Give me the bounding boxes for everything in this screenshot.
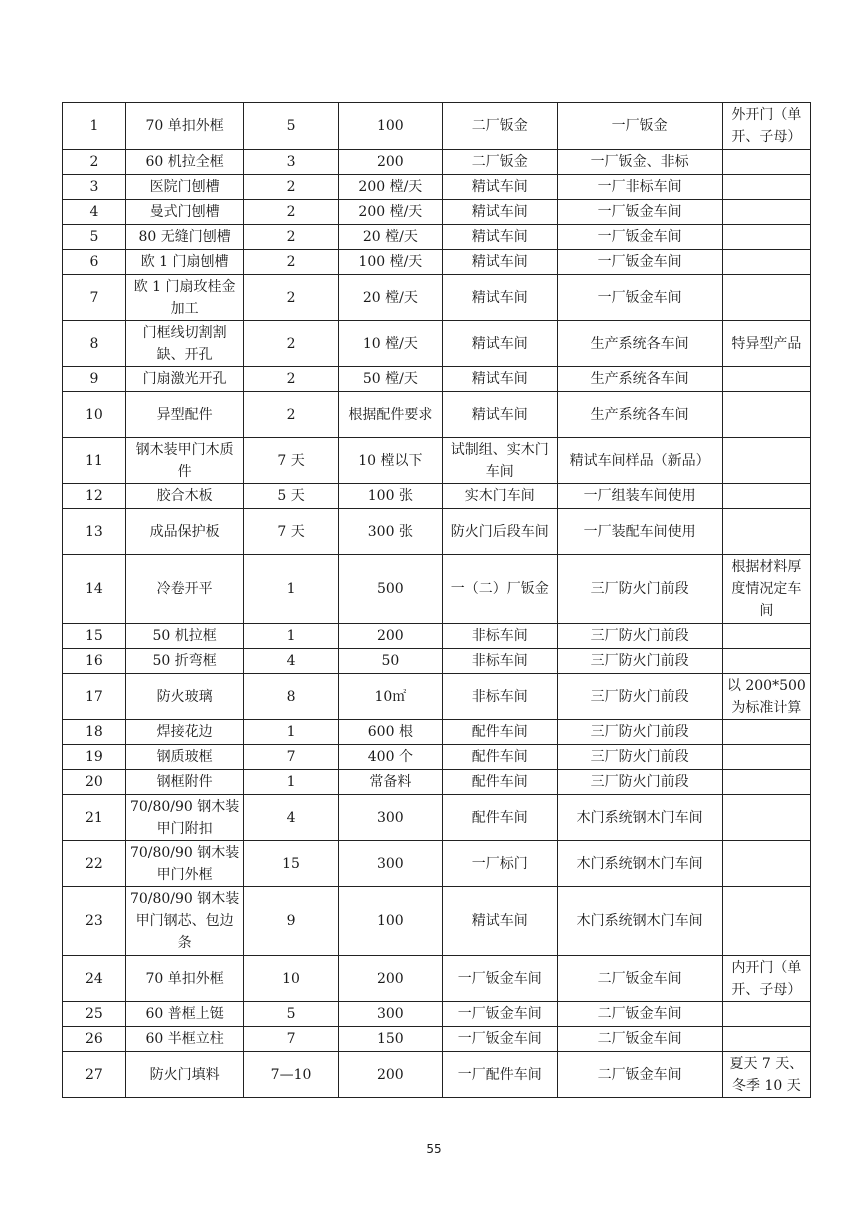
days-cell: 3 [244, 150, 338, 175]
days-cell: 2 [244, 275, 338, 321]
user-cell: 一厂钣金车间 [557, 225, 722, 250]
row-number-cell: 19 [63, 745, 126, 770]
days-cell: 8 [244, 674, 338, 720]
row-number-cell: 12 [63, 484, 126, 509]
row-number-cell: 14 [63, 555, 126, 624]
days-cell: 5 天 [244, 484, 338, 509]
remark-cell [722, 225, 810, 250]
days-cell: 2 [244, 367, 338, 392]
item-name-cell: 钢木装甲门木质件 [125, 438, 244, 484]
row-number-cell: 7 [63, 275, 126, 321]
row-number-cell: 27 [63, 1052, 126, 1098]
days-cell: 1 [244, 720, 338, 745]
table-row [63, 720, 811, 745]
row-number-cell: 6 [63, 250, 126, 275]
table-row [63, 1052, 811, 1098]
days-cell: 15 [244, 841, 338, 887]
row-number-cell: 16 [63, 649, 126, 674]
user-cell: 一厂钣金车间 [557, 275, 722, 321]
item-name-cell: 钢质玻框 [125, 745, 244, 770]
remark-cell: 以 200*500 为标准计算 [722, 674, 810, 720]
table-row [63, 1002, 811, 1027]
remark-cell [722, 438, 810, 484]
supplier-cell: 一厂钣金车间 [443, 1027, 558, 1052]
quantity-cell: 100 张 [338, 484, 442, 509]
item-name-cell: 60 机拉全框 [125, 150, 244, 175]
user-cell: 一厂钣金车间 [557, 200, 722, 225]
quantity-cell: 10㎡ [338, 674, 442, 720]
remark-cell [722, 1027, 810, 1052]
row-number-cell: 1 [63, 103, 126, 150]
quantity-cell: 10 樘以下 [338, 438, 442, 484]
days-cell: 7—10 [244, 1052, 338, 1098]
user-cell: 三厂防火门前段 [557, 624, 722, 649]
table-row [63, 841, 811, 887]
supplier-cell: 精试车间 [443, 887, 558, 956]
table-row [63, 649, 811, 674]
remark-cell [722, 887, 810, 956]
row-number-cell: 20 [63, 770, 126, 795]
table-row [63, 1027, 811, 1052]
quantity-cell: 20 樘/天 [338, 225, 442, 250]
table-row [63, 887, 811, 956]
item-name-cell: 70 单扣外框 [125, 956, 244, 1002]
supplier-cell: 精试车间 [443, 321, 558, 367]
quantity-cell: 常备料 [338, 770, 442, 795]
remark-cell: 夏天 7 天、冬季 10 天 [722, 1052, 810, 1098]
user-cell: 一厂钣金 [557, 103, 722, 150]
table-row [63, 321, 811, 367]
days-cell: 4 [244, 649, 338, 674]
item-name-cell: 门框线切割割缺、开孔 [125, 321, 244, 367]
remark-cell [722, 392, 810, 438]
days-cell: 2 [244, 200, 338, 225]
supplier-cell: 一厂配件车间 [443, 1052, 558, 1098]
item-name-cell: 50 机拉框 [125, 624, 244, 649]
table-row [63, 438, 811, 484]
user-cell: 一厂装配车间使用 [557, 509, 722, 555]
row-number-cell: 4 [63, 200, 126, 225]
quantity-cell: 200 [338, 1052, 442, 1098]
row-number-cell: 26 [63, 1027, 126, 1052]
quantity-cell: 200 [338, 624, 442, 649]
supplier-cell: 精试车间 [443, 225, 558, 250]
row-number-cell: 15 [63, 624, 126, 649]
days-cell: 1 [244, 624, 338, 649]
item-name-cell: 冷卷开平 [125, 555, 244, 624]
user-cell: 一厂非标车间 [557, 175, 722, 200]
days-cell: 2 [244, 250, 338, 275]
user-cell: 生产系统各车间 [557, 321, 722, 367]
remark-cell [722, 509, 810, 555]
user-cell: 二厂钣金车间 [557, 1002, 722, 1027]
supplier-cell: 精试车间 [443, 250, 558, 275]
user-cell: 一厂组装车间使用 [557, 484, 722, 509]
row-number-cell: 9 [63, 367, 126, 392]
remark-cell: 特异型产品 [722, 321, 810, 367]
quantity-cell: 200 樘/天 [338, 200, 442, 225]
table-body [63, 103, 811, 1098]
days-cell: 7 天 [244, 509, 338, 555]
item-name-cell: 防火玻璃 [125, 674, 244, 720]
row-number-cell: 23 [63, 887, 126, 956]
supplier-cell: 一厂钣金车间 [443, 1002, 558, 1027]
supplier-cell: 实木门车间 [443, 484, 558, 509]
quantity-cell: 300 [338, 795, 442, 841]
days-cell: 7 天 [244, 438, 338, 484]
supplier-cell: 精试车间 [443, 275, 558, 321]
user-cell: 三厂防火门前段 [557, 555, 722, 624]
remark-cell [722, 484, 810, 509]
supplier-cell: 配件车间 [443, 770, 558, 795]
user-cell: 二厂钣金车间 [557, 956, 722, 1002]
remark-cell [722, 250, 810, 275]
table-row [63, 674, 811, 720]
supplier-cell: 防火门后段车间 [443, 509, 558, 555]
item-name-cell: 70/80/90 钢木装甲门外框 [125, 841, 244, 887]
user-cell: 三厂防火门前段 [557, 770, 722, 795]
row-number-cell: 24 [63, 956, 126, 1002]
days-cell: 1 [244, 770, 338, 795]
item-name-cell: 防火门填料 [125, 1052, 244, 1098]
quantity-cell: 300 张 [338, 509, 442, 555]
quantity-cell: 50 [338, 649, 442, 674]
item-name-cell: 胶合木板 [125, 484, 244, 509]
remark-cell [722, 200, 810, 225]
quantity-cell: 300 [338, 1002, 442, 1027]
supplier-cell: 配件车间 [443, 745, 558, 770]
quantity-cell: 根据配件要求 [338, 392, 442, 438]
user-cell: 一厂钣金车间 [557, 250, 722, 275]
row-number-cell: 5 [63, 225, 126, 250]
item-name-cell: 70/80/90 钢木装甲门钢芯、包边条 [125, 887, 244, 956]
row-number-cell: 11 [63, 438, 126, 484]
user-cell: 三厂防火门前段 [557, 649, 722, 674]
table-row [63, 250, 811, 275]
user-cell: 木门系统钢木门车间 [557, 887, 722, 956]
remark-cell [722, 841, 810, 887]
user-cell: 生产系统各车间 [557, 392, 722, 438]
row-number-cell: 18 [63, 720, 126, 745]
days-cell: 5 [244, 103, 338, 150]
table-row [63, 103, 811, 150]
table-row [63, 509, 811, 555]
days-cell: 1 [244, 555, 338, 624]
table-row [63, 150, 811, 175]
row-number-cell: 13 [63, 509, 126, 555]
days-cell: 5 [244, 1002, 338, 1027]
supplier-cell: 精试车间 [443, 200, 558, 225]
supplier-cell: 配件车间 [443, 720, 558, 745]
quantity-cell: 600 根 [338, 720, 442, 745]
supplier-cell: 精试车间 [443, 367, 558, 392]
supplier-cell: 非标车间 [443, 674, 558, 720]
days-cell: 2 [244, 225, 338, 250]
row-number-cell: 21 [63, 795, 126, 841]
remark-cell: 内开门（单开、子母） [722, 956, 810, 1002]
item-name-cell: 60 半框立柱 [125, 1027, 244, 1052]
remark-cell [722, 745, 810, 770]
remark-cell [722, 770, 810, 795]
days-cell: 2 [244, 175, 338, 200]
table-row [63, 956, 811, 1002]
table-row [63, 392, 811, 438]
remark-cell [722, 175, 810, 200]
quantity-cell: 100 樘/天 [338, 250, 442, 275]
user-cell: 二厂钣金车间 [557, 1052, 722, 1098]
remark-cell [722, 624, 810, 649]
supplier-cell: 非标车间 [443, 624, 558, 649]
days-cell: 4 [244, 795, 338, 841]
quantity-cell: 200 樘/天 [338, 175, 442, 200]
user-cell: 二厂钣金车间 [557, 1027, 722, 1052]
row-number-cell: 2 [63, 150, 126, 175]
item-name-cell: 欧 1 门扇刨槽 [125, 250, 244, 275]
quantity-cell: 50 樘/天 [338, 367, 442, 392]
user-cell: 木门系统钢木门车间 [557, 841, 722, 887]
remark-cell [722, 720, 810, 745]
user-cell: 生产系统各车间 [557, 367, 722, 392]
user-cell: 精试车间样品（新品） [557, 438, 722, 484]
days-cell: 2 [244, 321, 338, 367]
days-cell: 2 [244, 392, 338, 438]
supplier-cell: 精试车间 [443, 392, 558, 438]
supplier-cell: 配件车间 [443, 795, 558, 841]
days-cell: 7 [244, 1027, 338, 1052]
quantity-cell: 400 个 [338, 745, 442, 770]
supplier-cell: 一厂钣金车间 [443, 956, 558, 1002]
item-name-cell: 50 折弯框 [125, 649, 244, 674]
quantity-cell: 10 樘/天 [338, 321, 442, 367]
table-row [63, 555, 811, 624]
user-cell: 三厂防火门前段 [557, 720, 722, 745]
days-cell: 10 [244, 956, 338, 1002]
quantity-cell: 100 [338, 103, 442, 150]
remark-cell [722, 795, 810, 841]
supplier-cell: 一（二）厂钣金 [443, 555, 558, 624]
remark-cell [722, 367, 810, 392]
remark-cell [722, 1002, 810, 1027]
item-name-cell: 欧 1 门扇玫桂金加工 [125, 275, 244, 321]
page-number: 55 [426, 1142, 442, 1156]
remark-cell [722, 150, 810, 175]
remark-cell [722, 275, 810, 321]
supplier-cell: 试制组、实木门车间 [443, 438, 558, 484]
user-cell: 三厂防火门前段 [557, 745, 722, 770]
item-name-cell: 门扇激光开孔 [125, 367, 244, 392]
item-name-cell: 钢框附件 [125, 770, 244, 795]
table-row [63, 770, 811, 795]
days-cell: 7 [244, 745, 338, 770]
table-row [63, 225, 811, 250]
quantity-cell: 300 [338, 841, 442, 887]
remark-cell [722, 649, 810, 674]
user-cell: 三厂防火门前段 [557, 674, 722, 720]
item-name-cell: 80 无缝门刨槽 [125, 225, 244, 250]
user-cell: 一厂钣金、非标 [557, 150, 722, 175]
item-name-cell: 异型配件 [125, 392, 244, 438]
item-name-cell: 医院门刨槽 [125, 175, 244, 200]
row-number-cell: 17 [63, 674, 126, 720]
quantity-cell: 100 [338, 887, 442, 956]
quantity-cell: 500 [338, 555, 442, 624]
remark-cell: 根据材料厚度情况定车间 [722, 555, 810, 624]
supplier-cell: 二厂钣金 [443, 103, 558, 150]
table-row [63, 175, 811, 200]
quantity-cell: 200 [338, 956, 442, 1002]
table-row [63, 484, 811, 509]
table-row [63, 367, 811, 392]
item-name-cell: 60 普框上铤 [125, 1002, 244, 1027]
supplier-cell: 非标车间 [443, 649, 558, 674]
row-number-cell: 25 [63, 1002, 126, 1027]
item-name-cell: 焊接花边 [125, 720, 244, 745]
days-cell: 9 [244, 887, 338, 956]
row-number-cell: 3 [63, 175, 126, 200]
table-row [63, 745, 811, 770]
supplier-cell: 二厂钣金 [443, 150, 558, 175]
supplier-cell: 一厂标门 [443, 841, 558, 887]
item-name-cell: 成品保护板 [125, 509, 244, 555]
table-row [63, 200, 811, 225]
row-number-cell: 8 [63, 321, 126, 367]
table-row [63, 795, 811, 841]
table-row [63, 624, 811, 649]
table-row [63, 275, 811, 321]
user-cell: 木门系统钢木门车间 [557, 795, 722, 841]
item-name-cell: 70/80/90 钢木装甲门附扣 [125, 795, 244, 841]
quantity-cell: 200 [338, 150, 442, 175]
item-name-cell: 70 单扣外框 [125, 103, 244, 150]
process-table [62, 102, 811, 1098]
quantity-cell: 20 樘/天 [338, 275, 442, 321]
item-name-cell: 曼式门刨槽 [125, 200, 244, 225]
row-number-cell: 22 [63, 841, 126, 887]
remark-cell: 外开门（单开、子母） [722, 103, 810, 150]
row-number-cell: 10 [63, 392, 126, 438]
supplier-cell: 精试车间 [443, 175, 558, 200]
quantity-cell: 150 [338, 1027, 442, 1052]
